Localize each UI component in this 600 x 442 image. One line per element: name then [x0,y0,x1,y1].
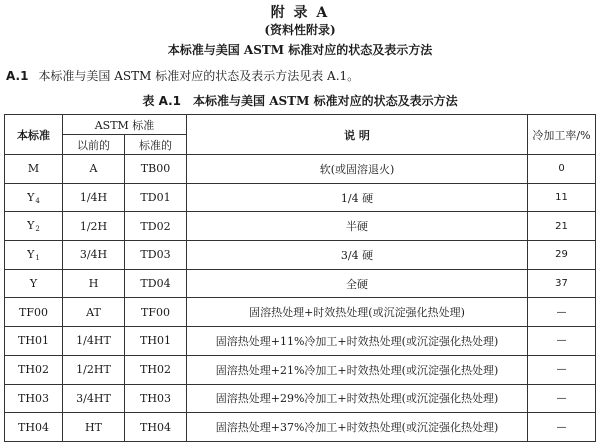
cell-astm-current-text: TH02 [140,363,171,377]
table-row [5,183,596,212]
cell-astm-previous [63,269,125,298]
cell-this-standard [5,212,63,241]
cell-astm-previous-text: 1/4H [79,191,108,205]
cell-astm-current [125,241,187,270]
cell-this-standard-text: M [27,162,40,176]
cell-astm-current-text: TH03 [140,391,171,405]
cell-this-standard [5,298,63,327]
clause-number: A.1 [6,69,29,83]
cell-this-standard [5,183,63,212]
cell-astm-current [125,298,187,327]
cell-this-standard-text: TH04 [18,420,49,434]
appendix-title: 附 录 A [270,5,330,21]
cell-astm-current [125,269,187,298]
appendix-subtitle: (资料性附录) [264,23,336,37]
cell-cold-work-rate [528,183,596,212]
cell-this-standard-text: Y [27,247,35,261]
cell-astm-previous [63,384,125,413]
temper-subscript: 2 [35,225,40,234]
table-row [5,269,596,298]
cell-this-standard [5,327,63,356]
table-body [5,155,596,442]
cell-cold-work-rate-text: 0 [558,163,565,175]
table-row [5,327,596,356]
cell-astm-previous [63,413,125,442]
cell-astm-previous-text: 1/2H [79,219,108,233]
cell-cold-work-rate-text: — [556,306,567,318]
cell-astm-previous [63,212,125,241]
cell-cold-work-rate [528,241,596,270]
cell-description [187,413,528,442]
temper-comparison-table [4,114,596,442]
cell-astm-previous [63,183,125,212]
cell-astm-current [125,212,187,241]
cell-astm-current [125,384,187,413]
appendix-heading: 本标准与美国 ASTM 标准对应的状态及表示方法 [167,43,433,57]
temper-subscript: 4 [35,196,40,205]
cell-description [187,183,528,212]
cell-description [187,298,528,327]
clause-paragraph [6,67,359,84]
cell-cold-work-rate-text: — [556,421,567,433]
cell-description [187,155,528,184]
cell-cold-work-rate [528,155,596,184]
cell-this-standard-text: TH03 [18,391,49,405]
cell-astm-current-text: TB00 [140,162,171,176]
cell-astm-current-text: TH01 [140,334,171,348]
clause-text: 本标准与美国 ASTM 标准对应的状态及表示方法见表 A.1。 [38,69,360,83]
header-astm-current: 标准的 [125,135,187,155]
cell-cold-work-rate-text: 29 [555,249,568,261]
cell-astm-previous-text: H [88,277,99,291]
cell-astm-current [125,413,187,442]
table-title: 本标准与美国 ASTM 标准对应的状态及表示方法 [193,94,458,108]
cell-astm-previous [63,355,125,384]
cell-description [187,241,528,270]
cell-this-standard [5,241,63,270]
table-row [5,241,596,270]
cell-this-standard-text: TH01 [18,334,49,348]
cell-astm-current [125,183,187,212]
cell-astm-previous [63,241,125,270]
cell-description [187,212,528,241]
cell-this-standard-text: TF00 [19,305,48,319]
header-cold-work-rate: 冷加工率/% [528,115,596,155]
table-number: 表 A.1 [142,94,182,108]
cell-description-text: 1/4 硬 [340,191,374,205]
header-this-standard: 本标准 [5,115,63,155]
cell-this-standard [5,155,63,184]
cell-this-standard-text: Y [27,219,35,233]
cell-astm-previous-text: 3/4HT [76,391,111,405]
cell-description-text: 3/4 硬 [340,248,374,262]
cell-this-standard [5,413,63,442]
cell-description-text: 半硬 [346,220,368,234]
header-description: 说 明 [187,115,528,155]
cell-cold-work-rate-text: — [556,392,567,404]
cell-cold-work-rate-text: — [556,335,567,347]
cell-description-text: 固溶热处理+37%冷加工+时效热处理(或沉淀强化热处理) [215,421,499,435]
cell-cold-work-rate-text: 21 [555,220,568,232]
cell-astm-current-text: TD03 [140,248,171,262]
table-row [5,298,596,327]
cell-astm-previous-text: 1/4HT [76,334,111,348]
cell-astm-previous [63,155,125,184]
cell-cold-work-rate [528,384,596,413]
cell-this-standard-text: Y [29,277,38,291]
cell-cold-work-rate-text: 11 [555,192,568,204]
cell-astm-previous-text: 1/2HT [76,363,111,377]
cell-astm-previous [63,298,125,327]
cell-astm-previous-text: HT [85,420,102,434]
table-row [5,355,596,384]
header-astm-previous: 以前的 [63,135,125,155]
cell-cold-work-rate-text: 37 [555,278,568,290]
cell-cold-work-rate [528,212,596,241]
cell-description-text: 全硬 [346,277,368,291]
cell-astm-current [125,355,187,384]
table-row [5,212,596,241]
table-row [5,155,596,184]
temper-subscript: 1 [35,253,40,262]
cell-description-text: 固溶热处理+29%冷加工+时效热处理(或沉淀强化热处理) [215,392,499,406]
cell-description [187,355,528,384]
cell-astm-current-text: TH04 [140,420,171,434]
cell-cold-work-rate [528,355,596,384]
cell-cold-work-rate-text: — [556,364,567,376]
cell-astm-current [125,155,187,184]
cell-this-standard [5,355,63,384]
cell-astm-current-text: TD02 [140,219,171,233]
cell-astm-current [125,327,187,356]
cell-description-text: 固溶热处理+21%冷加工+时效热处理(或沉淀强化热处理) [215,363,499,377]
cell-cold-work-rate [528,269,596,298]
cell-astm-previous-text: 3/4H [79,248,108,262]
cell-cold-work-rate [528,413,596,442]
table-row [5,413,596,442]
cell-description [187,327,528,356]
cell-this-standard [5,384,63,413]
table-caption [0,92,600,109]
cell-astm-current-text: TD01 [140,191,171,205]
cell-description-text: 软(或固溶退火) [319,162,395,176]
table-row [5,384,596,413]
header-astm-group: ASTM 标准 [63,115,187,135]
cell-cold-work-rate [528,298,596,327]
cell-cold-work-rate [528,327,596,356]
cell-description [187,384,528,413]
cell-description-text: 固溶热处理+时效热处理(或沉淀强化热处理) [249,306,465,320]
cell-this-standard-text: Y [27,190,35,204]
cell-this-standard-text: TH02 [18,363,49,377]
cell-astm-previous-text: AT [86,305,101,319]
cell-astm-previous [63,327,125,356]
cell-astm-previous-text: A [89,162,98,176]
cell-astm-current-text: TD04 [140,277,171,291]
cell-description [187,269,528,298]
cell-this-standard [5,269,63,298]
table-header-row [5,115,596,135]
cell-astm-current-text: TF00 [141,305,170,319]
cell-description-text: 固溶热处理+11%冷加工+时效热处理(或沉淀强化热处理) [215,334,499,348]
